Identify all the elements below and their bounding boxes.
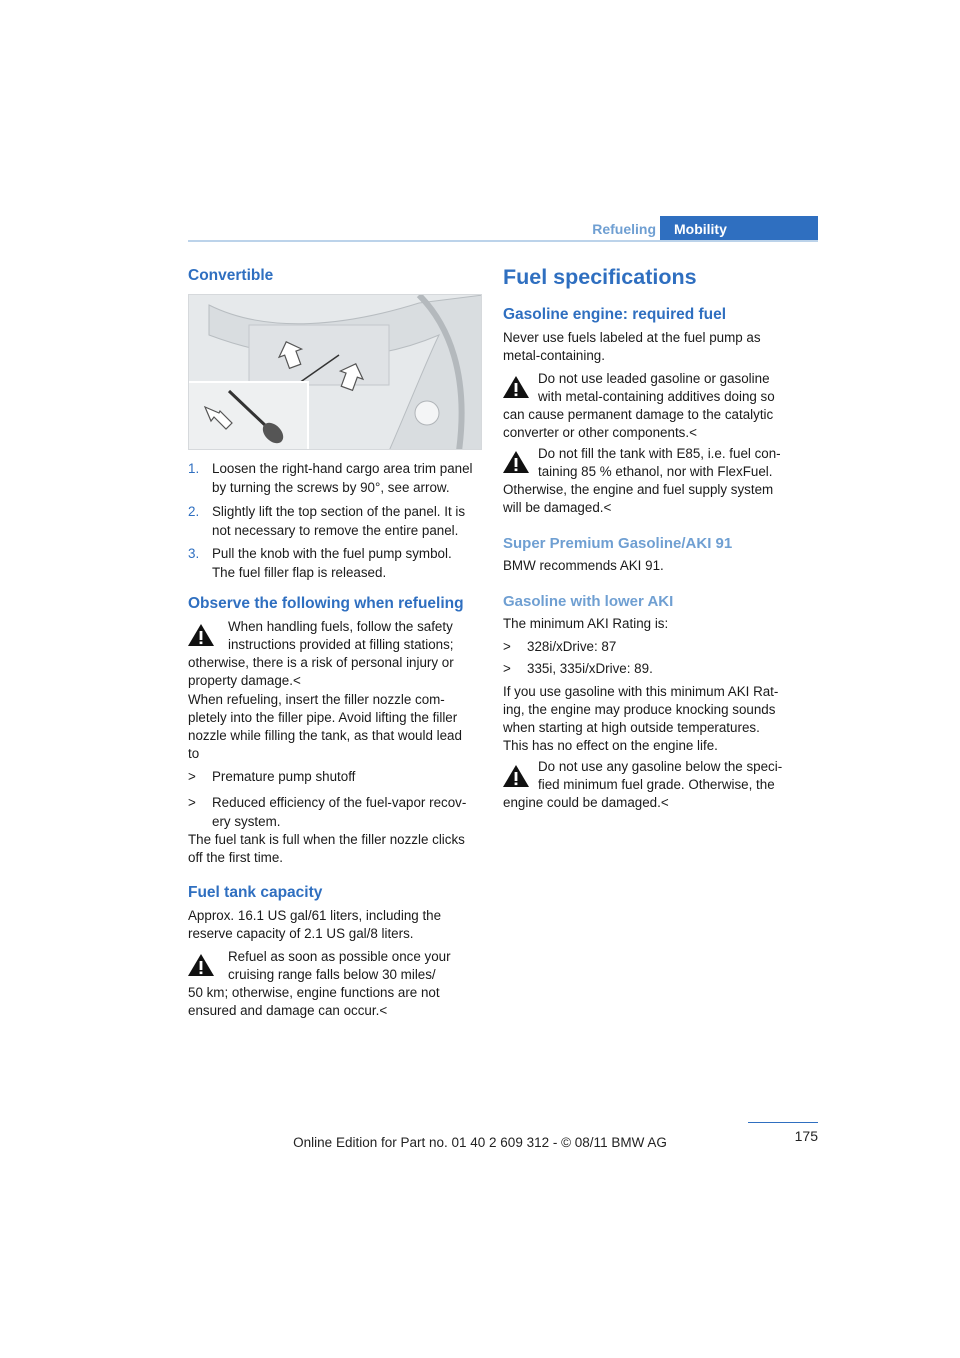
aki-bullets (503, 638, 818, 683)
super-premium-heading: Super Premium Gasoline/AKI 91 (503, 535, 733, 552)
paragraph-line: when starting at high outside temperatures. (503, 720, 760, 735)
bullet-text: Reduced efficiency of the fuel-vapor recov- (212, 795, 467, 810)
warning-line: instructions provided at filling stations; (228, 637, 454, 652)
warning-line: cruising range falls below 30 miles/ (228, 967, 436, 982)
steps-list (188, 460, 488, 580)
warning-line: converter or other components.< (503, 425, 697, 440)
warning-line: can cause permanent damage to the catalytic (503, 407, 774, 422)
warning-line: Do not fill the tank with E85, i.e. fuel con- (538, 446, 781, 461)
paragraph-line: This has no effect on the engine life. (503, 738, 718, 753)
paragraph-line: nozzle while filling the tank, as that would lead (188, 728, 462, 743)
bullet-marker: > (188, 769, 196, 784)
warning-line: When handling fuels, follow the safety (228, 619, 453, 634)
warning-line: Do not use leaded gasoline or gasoline (538, 371, 770, 386)
bullet-marker: > (503, 661, 511, 676)
bullet-text: 328i/xDrive: 87 (527, 639, 617, 654)
observe-heading: Observe the following when refueling (188, 595, 464, 612)
cargo-trim-panel-illustration (188, 294, 482, 450)
header-section-label: Refueling (592, 221, 656, 237)
paragraph-line: Never use fuels labeled at the fuel pump as (503, 330, 761, 345)
warning-line: 50 km; otherwise, engine functions are not (188, 985, 440, 1000)
gasoline-paragraph (503, 329, 818, 365)
convertible-heading: Convertible (188, 267, 274, 284)
step-number: 2. (188, 504, 200, 519)
warning-line: otherwise, there is a risk of personal injury or (188, 655, 454, 670)
warning-line: Do not use any gasoline below the speci- (538, 759, 783, 774)
paragraph-line: When refueling, insert the filler nozzle com- (188, 692, 445, 707)
refuel-paragraph (188, 691, 488, 763)
super-premium-paragraph: BMW recommends AKI 91. (503, 558, 664, 573)
minimum-aki-paragraph (503, 683, 818, 755)
step-number: 3. (188, 546, 200, 561)
bullet-text: ery system. (212, 814, 281, 829)
capacity-heading: Fuel tank capacity (188, 884, 323, 901)
paragraph-line: pletely into the filler pipe. Avoid lifting the filler (188, 710, 458, 725)
page-number-rule (748, 1122, 818, 1123)
step-text-line: by turning the screws by 90°, see arrow. (212, 480, 450, 495)
bullet-marker: > (503, 639, 511, 654)
warning-line: ensured and damage can occur.< (188, 1003, 388, 1018)
page-title: Fuel specifications (503, 265, 697, 289)
bullet-text: 335i, 335i/xDrive: 89. (527, 661, 653, 676)
step-text-line: not necessary to remove the entire panel. (212, 523, 459, 538)
capacity-warning-text (188, 948, 488, 1020)
paragraph-line: metal-containing. (503, 348, 605, 363)
paragraph-line: reserve capacity of 2.1 US gal/8 liters. (188, 926, 414, 941)
paragraph-line: Approx. 16.1 US gal/61 liters, including the (188, 908, 442, 923)
leaded-warning-text (503, 370, 818, 442)
e85-warning-text (503, 445, 818, 517)
step-text-line: Slightly lift the top section of the panel. It is (212, 504, 466, 519)
edition-footer: Online Edition for Part no. 01 40 2 609 312 - © 08/11 BMW AG (293, 1135, 667, 1150)
full-tank-paragraph (188, 831, 488, 867)
page-number: 175 (794, 1128, 818, 1144)
bullet-marker: > (188, 795, 196, 810)
warning-line: will be damaged.< (503, 500, 612, 515)
bullet-text: Premature pump shutoff (212, 769, 356, 784)
step-text-line: Loosen the right-hand cargo area trim panel (212, 461, 473, 476)
fuel-grade-warning-text (503, 758, 818, 812)
refuel-bullets (188, 768, 488, 828)
gasoline-heading: Gasoline engine: required fuel (503, 306, 727, 323)
warning-line: property damage.< (188, 673, 301, 688)
lower-aki-heading: Gasoline with lower AKI (503, 593, 674, 610)
observe-warning-text (188, 618, 488, 690)
warning-line: with metal-containing additives doing so (538, 389, 775, 404)
capacity-paragraph (188, 907, 488, 943)
warning-line: taining 85 % ethanol, nor with FlexFuel. (538, 464, 773, 479)
warning-line: Refuel as soon as possible once your (228, 949, 451, 964)
paragraph-line: ing, the engine may produce knocking sounds (503, 702, 776, 717)
header-rule (188, 240, 818, 242)
warning-line: Otherwise, the engine and fuel supply system (503, 482, 774, 497)
paragraph-line: The fuel tank is full when the filler nozzle clicks (188, 832, 465, 847)
step-text-line: Pull the knob with the fuel pump symbol. (212, 546, 452, 561)
header-chapter-tab: Mobility (660, 216, 818, 242)
paragraph-line: If you use gasoline with this minimum AKI Rat- (503, 684, 779, 699)
warning-line: fied minimum fuel grade. Otherwise, the (538, 777, 775, 792)
paragraph-line: off the first time. (188, 850, 284, 865)
fuel-knob-drawing (189, 383, 307, 450)
step-text-line: The fuel filler flap is released. (212, 565, 387, 580)
step-number: 1. (188, 461, 200, 476)
knob-inset-illustration (189, 381, 309, 450)
paragraph-line: to (188, 746, 200, 761)
warning-line: engine could be damaged.< (503, 795, 669, 810)
lower-aki-paragraph: The minimum AKI Rating is: (503, 616, 669, 631)
